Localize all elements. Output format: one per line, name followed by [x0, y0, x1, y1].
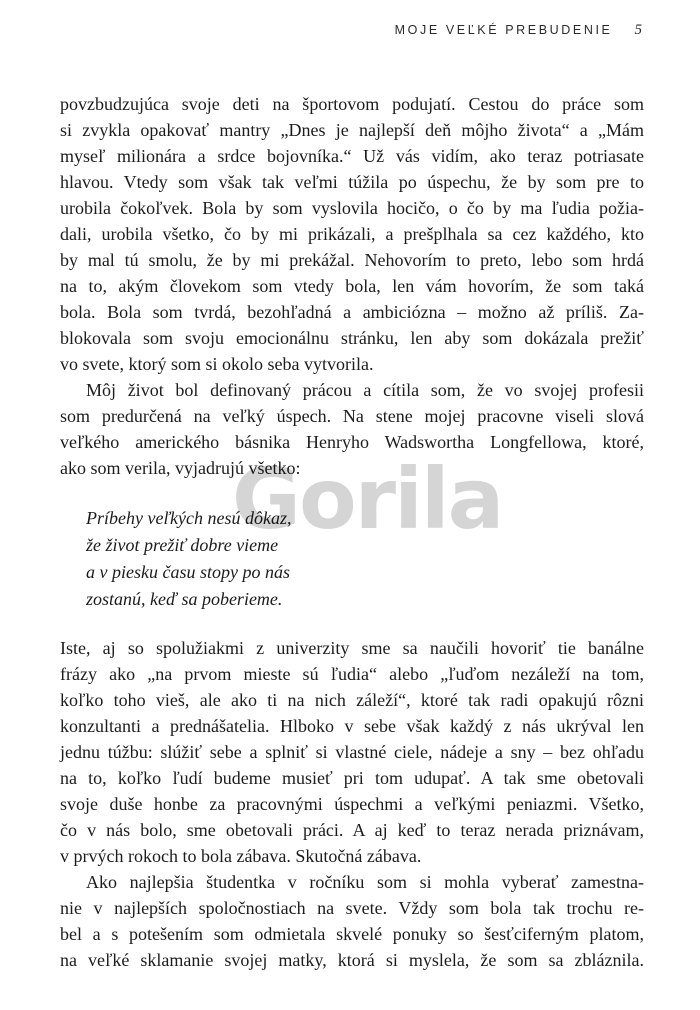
text-line: povzbudzujúca svoje deti na športovom podujatí. Cestou do práce som — [60, 94, 644, 114]
text-line: blokovala som svoju emocionálnu stránku, len aby som dokázala prežiť — [60, 328, 644, 348]
text-line: na to, akým človekom som vtedy bola, len vám hovorím, že som taká — [60, 276, 644, 296]
text-line: myseľ milionára a srdce bojovníka.“ Už vás vidím, ako teraz potriasate — [60, 146, 644, 166]
text-line: ako som verila, vyjadrujú všetko: — [60, 458, 301, 478]
watermark-logo: Gorila — [232, 450, 503, 548]
running-head — [395, 22, 642, 39]
text-line: Ako najlepšia študentka v ročníku som si mohla vyberať zamestna- — [86, 872, 644, 892]
paragraph — [60, 869, 644, 973]
text-line: bel a s potešením som odmietala skvelé ponuky so šesťciferným platom, — [60, 924, 644, 944]
poem-line: a v piesku času stopy po nás — [86, 562, 290, 582]
paragraph — [60, 377, 644, 481]
poem-line: zostanú, keď sa poberieme. — [86, 589, 283, 609]
text-line: v prvých rokoch to bola zábava. Skutočná zábava. — [60, 846, 422, 866]
body-text — [60, 91, 644, 973]
poem-line: že život prežiť dobre vieme — [86, 535, 279, 555]
text-line: som predurčená na veľký úspech. Na stene mojej pracovne viseli slová — [60, 406, 644, 426]
poem-quote — [60, 505, 644, 613]
text-line: čo v nás bolo, sme obetovali práci. A aj keď to teraz nerada priznávam, — [60, 820, 644, 840]
poem-line: Príbehy veľkých nesú dôkaz, — [86, 508, 292, 528]
text-line: dali, urobila všetko, čo by mi prikázali, a prešplhala sa cez každého, kto — [60, 224, 644, 244]
text-line: frázy ako „na prvom mieste sú ľudia“ alebo „ľuďom nezáleží na tom, — [60, 664, 644, 684]
text-line: Môj život bol definovaný prácou a cítila som, že vo svojej profesii — [86, 380, 644, 400]
text-line: urobila čokoľvek. Bola by som vyslovila hocičo, o čo by ma ľudia požia- — [60, 198, 644, 218]
text-line: jednu túžbu: slúžiť sebe a splniť si vlastné ciele, nádeje a sny – bez ohľadu — [60, 742, 644, 762]
text-line: svoje duše honbe za pracovnými úspechmi a veľkými peniazmi. Všetko, — [60, 794, 644, 814]
text-line: vo svete, ktorý som si okolo seba vytvorila. — [60, 354, 374, 374]
text-line: bola. Bola som tvrdá, bezohľadná a ambiciózna – možno až príliš. Za- — [60, 302, 644, 322]
running-title: MOJE VEĽKÉ PREBUDENIE — [394, 23, 613, 37]
text-line: konzultanti a prednášatelia. Hlboko v sebe však každý z nás ukrýval len — [60, 716, 644, 736]
text-line: koľko toho vieš, ale ako ti na nich záleží“, ktoré tak radi opakujú rôzni — [60, 690, 644, 710]
paragraph — [60, 635, 644, 869]
paragraph — [60, 91, 644, 377]
text-line: by mal tú smolu, že by mi prekážal. Nehovorím to preto, lebo som hrdá — [60, 250, 644, 270]
text-line: na veľké sklamanie svojej matky, ktorá si myslela, že som sa zbláznila. — [60, 950, 644, 970]
text-line: si zvykla opakovať mantry „Dnes je najlepší deň môjho života“ a „Mám — [60, 120, 644, 140]
text-line: veľkého amerického básnika Henryho Wadswortha Longfellowa, ktoré, — [60, 432, 644, 452]
text-line: hlavou. Vtedy som však tak veľmi túžila po úspechu, že by som pre to — [60, 172, 644, 192]
text-line: Iste, aj so spolužiakmi z univerzity sme sa naučili hovoriť tie banálne — [60, 638, 644, 658]
page-number: 5 — [634, 22, 642, 38]
text-line: na to, koľko ľudí budeme musieť pri tom udupať. A tak sme obetovali — [60, 768, 644, 788]
text-line: nie v najlepších spoločnostiach na svete. Vždy som bola tak trochu re- — [60, 898, 644, 918]
